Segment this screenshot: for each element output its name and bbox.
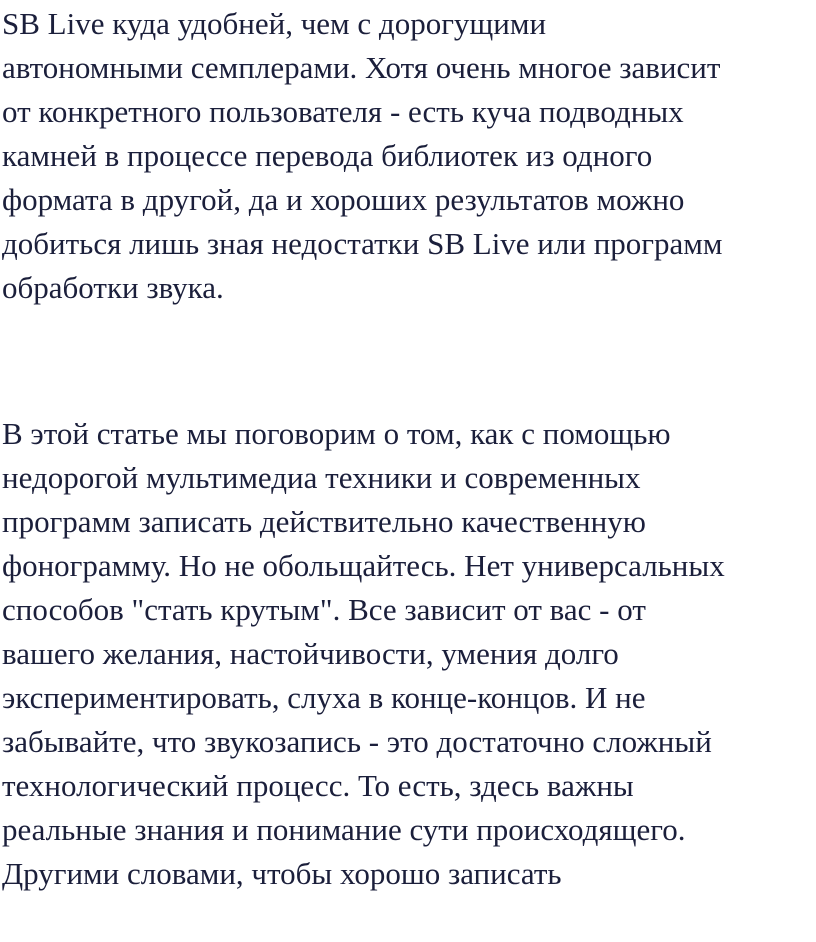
- text-line: формата в другой, да и хороших результатов можно: [2, 182, 685, 217]
- text-line: добиться лишь зная недостатки SB Live или программ: [2, 226, 723, 261]
- text-line: обработки звука.: [2, 270, 224, 305]
- text-line: экспериментировать, слуха в конце-концов. И не: [2, 680, 646, 715]
- text-line: В этой статье мы поговорим о том, как с помощью: [2, 416, 671, 451]
- text-line: от конкретного пользователя - есть куча подводных: [2, 94, 684, 129]
- text-line: реальные знания и понимание сути происходящего.: [2, 812, 686, 847]
- text-line: автономными семплерами. Хотя очень многое зависит: [2, 50, 721, 85]
- text-line: недорогой мультимедиа техники и современных: [2, 460, 641, 495]
- text-line: фонограмму. Но не обольщайтесь. Нет универсальных: [2, 548, 725, 583]
- text-line: Другими словами, чтобы хорошо записать: [2, 856, 562, 891]
- text-line: технологический процесс. То есть, здесь важны: [2, 768, 634, 803]
- text-line: вашего желания, настойчивости, умения долго: [2, 636, 619, 671]
- text-line: камней в процессе перевода библиотек из одного: [2, 138, 653, 173]
- text-line: способов "стать крутым". Все зависит от вас - от: [2, 592, 646, 627]
- text-line: программ записать действительно качественную: [2, 504, 646, 539]
- text-line: SB Live куда удобней, чем с дорогущими: [2, 6, 547, 41]
- text-line: забывайте, что звукозапись - это достаточно сложный: [2, 724, 712, 759]
